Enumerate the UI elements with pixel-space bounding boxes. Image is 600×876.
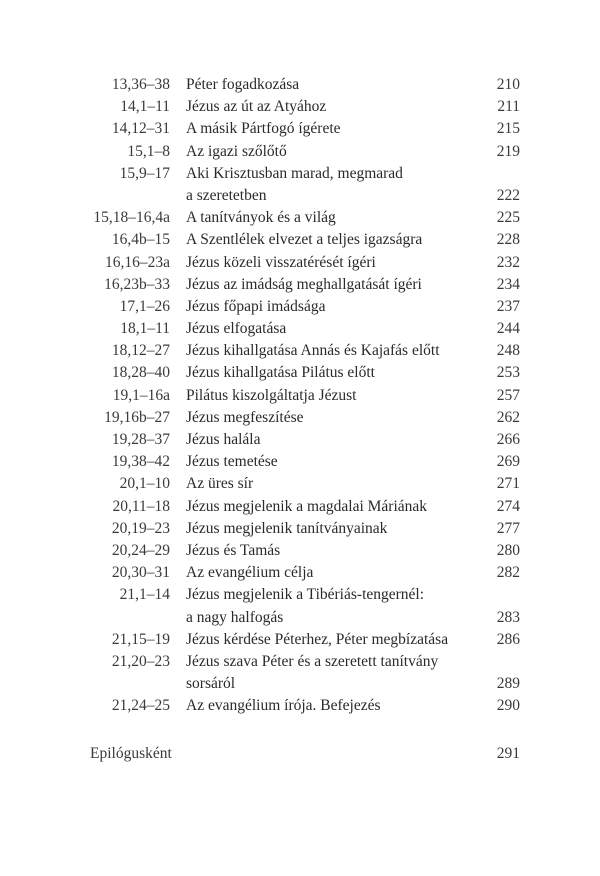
toc-title: Az üres sír [186,475,254,493]
toc-reference: 18,28–40 [111,364,170,382]
toc-reference: 14,1–11 [120,98,170,116]
toc-title: Jézus megjelenik a Tibériás-tengernél: [186,586,425,604]
toc-row [0,651,600,673]
toc-title: A másik Pártfogó ígérete [186,120,341,138]
toc-row [0,451,600,473]
toc-row [0,96,600,118]
toc-reference: 18,12–27 [111,342,170,360]
toc-reference: 15,9–17 [119,164,170,182]
toc-row [0,296,600,318]
toc-title: Jézus főpapi imádsága [186,297,326,315]
toc-page-number: 219 [496,142,520,160]
toc-page-number: 274 [496,497,520,515]
toc-row [0,340,600,362]
toc-row [0,229,600,251]
toc-page-number: 286 [496,630,520,648]
toc-title: Jézus temetése [186,453,278,471]
toc-reference: 20,19–23 [111,519,170,537]
toc-row [0,695,600,717]
toc-title: a nagy halfogás [186,608,284,626]
toc-title: Jézus az út az Atyához [186,98,327,116]
toc-title: Jézus szava Péter és a szeretett tanítvány [186,652,439,670]
toc-reference: 15,18–16,4a [93,209,170,227]
table-of-contents [0,74,600,717]
toc-page-number: 222 [496,186,520,204]
toc-title: Jézus közeli visszatérését ígéri [186,253,376,271]
toc-reference: 20,11–18 [112,497,170,515]
toc-row [0,385,600,407]
toc-row [0,584,600,606]
toc-page-number: 248 [496,342,520,360]
toc-row [0,274,600,296]
toc-reference: 20,24–29 [111,541,170,559]
toc-page-number: 257 [496,386,520,404]
toc-page-number: 253 [496,364,520,382]
toc-reference: 18,1–11 [120,320,170,338]
toc-title: A tanítványok és a világ [186,209,336,227]
toc-row [0,518,600,540]
toc-row [0,318,600,340]
toc-row [0,74,600,96]
toc-page-number: 290 [496,697,520,715]
toc-row [0,407,600,429]
toc-reference: 19,28–37 [111,431,170,448]
toc-reference: 16,4b–15 [111,231,170,249]
toc-title: Jézus megfeszítése [186,408,304,426]
toc-page-number: 277 [496,519,520,537]
toc-row [0,185,600,207]
toc-title: Aki Krisztusban marad, megmarad [186,164,403,182]
toc-title: Az igazi szőlőtő [186,142,287,160]
toc-page-number: 210 [496,76,520,93]
toc-row [0,362,600,384]
toc-row [0,673,600,695]
toc-page-number: 262 [496,408,520,426]
toc-reference: 14,12–31 [111,120,170,138]
toc-row [0,496,600,518]
toc-row [0,118,600,140]
toc-row [0,562,600,584]
toc-title: Péter fogadkozása [186,76,300,93]
toc-title: A Szentlélek elvezet a teljes igazságra [186,231,423,249]
toc-row [0,252,600,274]
toc-page-number: 283 [496,608,520,626]
toc-reference: 20,30–31 [111,564,170,582]
toc-page-number: 271 [496,475,520,493]
toc-title: Jézus megjelenik tanítványainak [186,519,388,537]
toc-page-number: 225 [496,209,520,227]
toc-page-number: 215 [496,120,520,138]
toc-title: Jézus halála [186,431,261,448]
toc-row [0,163,600,185]
toc-page-number: 282 [496,564,520,582]
toc-reference: 13,36–38 [111,76,170,93]
toc-reference: 15,1–8 [127,142,170,160]
epilogue-page-number: 291 [496,745,520,762]
toc-page-number: 211 [497,98,520,116]
toc-title: Jézus az imádság meghallgatását ígéri [186,275,422,293]
toc-title: sorsáról [186,675,236,693]
toc-page-number: 289 [496,675,520,693]
toc-page-number: 237 [496,297,520,315]
toc-title: a szeretetben [186,186,267,204]
toc-title: Jézus kérdése Péterhez, Péter megbízatása [186,630,449,648]
toc-page-number: 232 [496,253,520,271]
toc-row [0,607,600,629]
toc-row [0,429,600,451]
toc-title: Az evangélium célja [186,564,314,582]
toc-title: Jézus és Tamás [186,541,281,559]
toc-page-number: 280 [496,541,520,559]
toc-row [0,473,600,495]
toc-page-number: 269 [496,453,520,471]
toc-row [0,540,600,562]
toc-reference: 19,1–16a [112,386,170,404]
toc-page-number: 244 [496,320,520,338]
toc-reference: 21,15–19 [111,630,170,648]
toc-title: Pilátus kiszolgáltatja Jézust [186,386,357,404]
toc-reference: 21,1–14 [119,586,170,604]
toc-reference: 21,20–23 [111,652,170,670]
epilogue-title: Epilógusként [90,745,172,762]
toc-reference: 19,38–42 [111,453,170,471]
toc-row [0,207,600,229]
toc-page-number: 234 [496,275,520,293]
toc-reference: 16,23b–33 [104,275,170,293]
toc-page-number: 228 [496,231,520,249]
toc-reference: 17,1–26 [119,297,170,315]
toc-reference: 20,1–10 [119,475,170,493]
toc-reference: 16,16–23a [104,253,170,271]
toc-title: Az evangélium írója. Befejezés [186,697,381,715]
toc-row [0,141,600,163]
toc-title: Jézus kihallgatása Pilátus előtt [186,364,375,382]
toc-reference: 19,16b–27 [104,408,170,426]
epilogue-entry [0,743,600,765]
toc-title: Jézus megjelenik a magdalai Máriának [186,497,428,515]
toc-page-number: 266 [496,431,520,448]
toc-title: Jézus kihallgatása Annás és Kajafás előtt [186,342,440,360]
toc-row [0,629,600,651]
toc-reference: 21,24–25 [111,697,170,715]
toc-title: Jézus elfogatása [186,320,287,338]
